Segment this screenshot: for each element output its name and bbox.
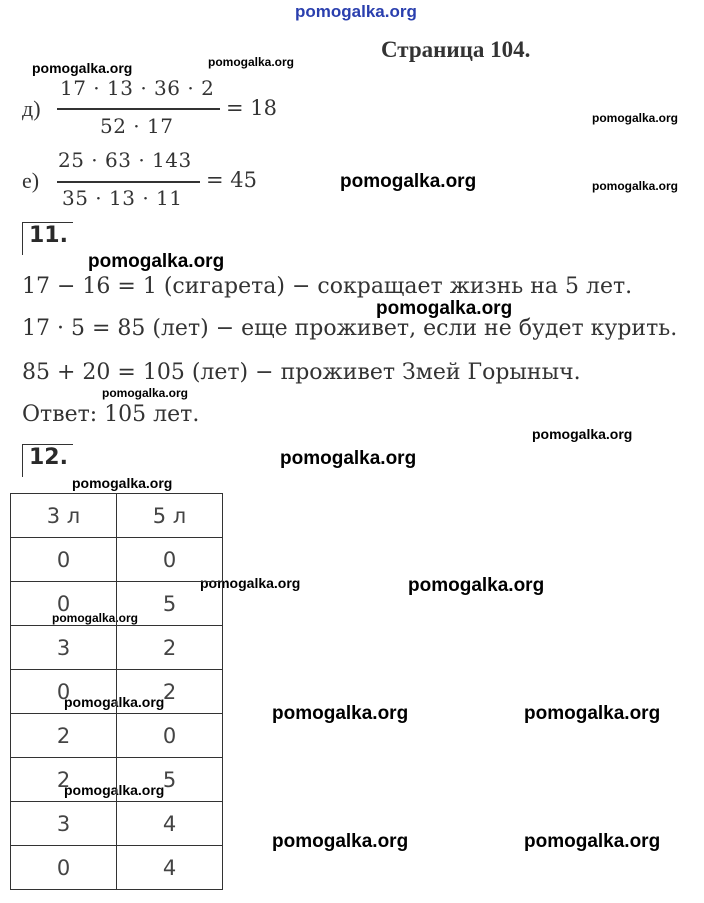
watermark: pomogalka.org [272,831,409,852]
problem-d-fraction-bar [57,108,220,110]
watermark: pomogalka.org [408,575,545,596]
cell-5l: 4 [117,846,223,890]
watermark: pomogalka.org [64,694,165,710]
watermark: pomogalka.org [32,60,133,76]
jug-table [10,493,223,890]
cell-3l: 2 [11,714,117,758]
table-row [11,758,223,802]
cell-3l: 0 [11,846,117,890]
table-row [11,802,223,846]
header-3l: 3 л [11,494,117,538]
task-11-answer: Ответ: 105 лет. [22,402,200,427]
task-11-line-1: 17 − 16 = 1 (сигарета) − сокращает жизнь на 5 лет. [22,274,633,299]
table-header-row [11,494,223,538]
cell-3l: 3 [11,626,117,670]
watermark: pomogalka.org [524,703,661,724]
problem-e-denominator: 35 · 13 · 11 [62,186,183,210]
problem-e-result: = 45 [206,168,257,192]
problem-e-label: е) [22,168,40,193]
cell-5l: 4 [117,802,223,846]
task-11-number: 11. [22,222,73,255]
watermark: pomogalka.org [376,298,513,319]
watermark: pomogalka.org [208,55,295,69]
watermark: pomogalka.org [272,703,409,724]
cell-5l: 5 [117,758,223,802]
cell-5l: 2 [117,626,223,670]
watermark: pomogalka.org [532,426,633,442]
problem-e-numerator: 25 · 63 · 143 [58,148,192,172]
table-row [11,626,223,670]
cell-3l: 2 [11,758,117,802]
problem-d-numerator: 17 · 13 · 36 · 2 [60,76,215,100]
problem-d-denominator: 52 · 17 [100,114,174,138]
table-row [11,582,223,626]
watermark: pomogalka.org [72,475,173,491]
watermark: pomogalka.org [52,611,139,625]
problem-d-label: д) [22,96,41,121]
task-12-number: 12. [22,444,73,477]
watermark: pomogalka.org [524,831,661,852]
table-row [11,538,223,582]
cell-5l: 0 [117,538,223,582]
watermark: pomogalka.org [200,575,301,591]
problem-e-fraction-bar [57,181,200,183]
cell-5l: 2 [117,670,223,714]
cell-5l: 5 [117,582,223,626]
table-row [11,846,223,890]
task-11-line-2: 17 · 5 = 85 (лет) − еще проживет, если не будет курить. [22,316,678,341]
cell-3l: 0 [11,538,117,582]
table-row [11,670,223,714]
table-row [11,714,223,758]
problem-d-result: = 18 [226,96,277,120]
cell-3l: 0 [11,670,117,714]
task-11-line-3: 85 + 20 = 105 (лет) − проживет Змей Горыныч. [22,360,581,385]
watermark: pomogalka.org [280,448,417,469]
watermark: pomogalka.org [592,111,679,125]
watermark: pomogalka.org [102,386,189,400]
watermark: pomogalka.org [64,782,165,798]
page-heading: Страница 104. [381,37,531,62]
cell-3l: 0 [11,582,117,626]
watermark-top: pomogalka.org [295,2,417,21]
watermark: pomogalka.org [88,251,225,272]
cell-3l: 3 [11,802,117,846]
cell-5l: 0 [117,714,223,758]
watermark: pomogalka.org [340,171,477,192]
header-5l: 5 л [117,494,223,538]
watermark: pomogalka.org [592,179,679,193]
